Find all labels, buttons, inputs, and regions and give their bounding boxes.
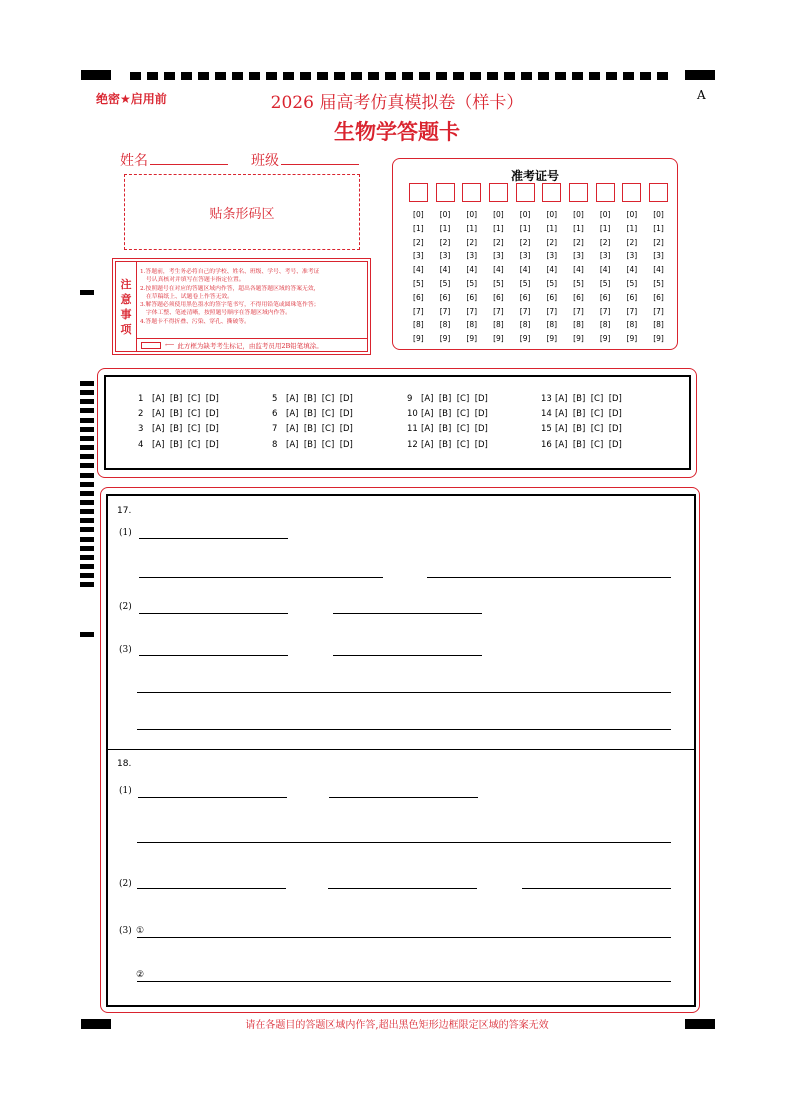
side-timing-mark <box>80 582 94 587</box>
exam-title: 2026 届高考仿真模拟卷（样卡） <box>270 93 524 113</box>
side-timing-mark <box>80 509 94 514</box>
admission-digit-bubble[interactable]: [4] <box>546 265 558 275</box>
q17-part3-blank[interactable] <box>137 692 671 693</box>
mc-options[interactable]: [A] [B] [C] [D] <box>152 409 219 419</box>
mc-question-number: 11 <box>407 424 418 434</box>
admission-digit-bubble[interactable]: [4] <box>519 265 531 275</box>
q18-part3-sub2-blank[interactable] <box>137 981 671 982</box>
mc-question[interactable] <box>138 394 219 404</box>
absence-mark-box[interactable] <box>141 342 161 349</box>
admission-digit-bubble[interactable]: [2] <box>466 237 478 247</box>
admission-digit-bubble[interactable]: [6] <box>413 292 424 302</box>
admission-digit-bubble[interactable]: [9] <box>466 334 478 344</box>
admission-digit-bubble[interactable]: [1] <box>653 223 664 233</box>
admission-digit-bubble[interactable]: [4] <box>653 265 664 275</box>
admission-digit-bubble[interactable]: [2] <box>439 237 451 247</box>
admission-digit-bubble[interactable]: [7] <box>466 306 478 316</box>
side-timing-mark <box>80 390 94 395</box>
admission-digit-bubble[interactable]: [3] <box>653 251 664 261</box>
side-timing-mark <box>80 445 94 450</box>
admission-digit-box[interactable] <box>489 183 508 202</box>
admission-digit-bubble[interactable]: [8] <box>413 320 424 330</box>
mc-question[interactable] <box>138 440 219 450</box>
mc-question[interactable] <box>407 424 488 434</box>
mc-question-number: 4 <box>138 440 144 450</box>
question-divider <box>107 749 695 750</box>
admission-digit-bubble[interactable]: [2] <box>519 237 531 247</box>
mc-question-number: 1 <box>138 394 144 404</box>
side-timing-mark <box>80 564 94 569</box>
admission-digit-bubble[interactable]: [5] <box>413 278 424 288</box>
admission-digit-bubble[interactable]: [0] <box>626 210 638 219</box>
admission-digit-bubble[interactable]: [9] <box>519 334 531 344</box>
admission-digit-bubble[interactable]: [4] <box>466 265 478 275</box>
admission-digit-bubble[interactable]: [1] <box>413 223 424 233</box>
admission-digit-bubble[interactable]: [4] <box>626 265 638 275</box>
mc-question-number: 15 <box>541 424 552 434</box>
admission-digit-bubble[interactable]: [8] <box>546 320 558 330</box>
q17-part1-blank[interactable] <box>427 577 671 578</box>
admission-digit-bubble[interactable]: [5] <box>599 278 611 288</box>
admission-number-columns <box>405 183 672 346</box>
q18-part3-sub1-label: ① <box>136 926 145 936</box>
mc-options[interactable]: [A] [B] [C] [D] <box>286 440 353 450</box>
class-label: 班级 <box>251 153 279 169</box>
side-timing-mark <box>80 546 94 551</box>
admission-digit-bubble[interactable]: [3] <box>626 251 638 261</box>
admission-digit-bubble[interactable]: [0] <box>573 210 584 219</box>
admission-digit-column <box>458 183 485 346</box>
q18-part1-blank[interactable] <box>138 797 287 798</box>
q17-part3-blank[interactable] <box>137 729 671 730</box>
admission-digit-box[interactable] <box>569 183 588 202</box>
mc-question-number: 6 <box>272 409 278 419</box>
side-timing-mark <box>80 518 94 523</box>
admission-digit-bubble[interactable]: [6] <box>466 292 478 302</box>
admission-digit-bubble[interactable]: [9] <box>546 334 558 344</box>
admission-digit-bubble[interactable]: [9] <box>653 334 664 344</box>
admission-digit-bubble[interactable]: [5] <box>493 278 504 288</box>
admission-digit-bubble[interactable]: [2] <box>413 237 424 247</box>
mc-question-number: 14 <box>541 409 552 419</box>
notes-text: 1.答题前，考生务必将自己的学校、姓名、班级、学号、考号、准考证 号认真核对并填写在答题卡指定位置。 2.按照题号在对应的答题区域内作答，超出各题答题区域的答案无效， 在草稿纸上、试题卷上作答无效。 3.解答题必须使用黑色墨水的签字笔书写，不得用铅笔或圆珠笔作答； 字体工整、笔迹清晰，按照题号顺序在答题区域内作答。 4.答题卡不得折叠、污染、穿孔、撕破等。 <box>140 269 320 325</box>
q17-part1-label: (1) <box>119 528 132 538</box>
arrow-left-icon: ⟵ <box>165 341 175 349</box>
q18-part3-label: (3) <box>119 926 132 936</box>
mc-question[interactable] <box>541 440 622 450</box>
admission-digit-bubble[interactable]: [3] <box>519 251 531 261</box>
admission-digit-bubble[interactable]: [8] <box>599 320 611 330</box>
admission-digit-bubble[interactable]: [8] <box>466 320 478 330</box>
admission-digit-bubble[interactable]: [9] <box>573 334 584 344</box>
admission-digit-box[interactable] <box>436 183 455 202</box>
q18-part2-blank[interactable] <box>522 888 671 889</box>
admission-digit-bubble[interactable]: [4] <box>439 265 451 275</box>
admission-digit-bubble[interactable]: [6] <box>546 292 558 302</box>
top-left-anchor-mark <box>81 70 111 80</box>
q18-part2-blank[interactable] <box>137 888 286 889</box>
multiple-choice-frame <box>104 375 691 470</box>
admission-digit-bubble[interactable]: [3] <box>599 251 611 261</box>
q18-part1-blank[interactable] <box>137 842 671 843</box>
admission-digit-bubble[interactable]: [8] <box>626 320 638 330</box>
admission-digit-column <box>619 183 646 346</box>
q18-part2-blank[interactable] <box>328 888 477 889</box>
admission-digit-bubble[interactable]: [8] <box>519 320 531 330</box>
admission-digit-bubble[interactable]: [6] <box>439 292 451 302</box>
mc-options[interactable]: [A] [B] [C] [D] <box>555 409 622 419</box>
admission-digit-bubble[interactable]: [5] <box>573 278 584 288</box>
admission-digit-bubble[interactable]: [1] <box>573 223 584 233</box>
mc-question[interactable] <box>541 409 622 419</box>
q17-part1-blank[interactable] <box>139 538 288 539</box>
mc-question[interactable] <box>272 409 353 419</box>
side-mark <box>80 632 94 637</box>
admission-digit-bubble[interactable]: [6] <box>573 292 584 302</box>
mc-options[interactable]: [A] [B] [C] [D] <box>555 424 622 434</box>
admission-digit-bubble[interactable]: [7] <box>413 306 424 316</box>
admission-digit-bubble[interactable]: [2] <box>573 237 584 247</box>
admission-digit-bubble[interactable]: [5] <box>466 278 478 288</box>
admission-digit-box[interactable] <box>542 183 561 202</box>
mc-options[interactable]: [A] [B] [C] [D] <box>152 394 219 404</box>
admission-digit-bubble[interactable]: [9] <box>413 334 424 344</box>
admission-digit-bubble[interactable]: [1] <box>519 223 531 233</box>
notes-box <box>112 258 371 355</box>
q18-part1-blank[interactable] <box>329 797 478 798</box>
admission-digit-bubble[interactable]: [8] <box>573 320 584 330</box>
q18-part3-sub1-blank[interactable] <box>137 937 671 938</box>
mc-options[interactable]: [A] [B] [C] [D] <box>286 424 353 434</box>
side-timing-mark <box>80 427 94 432</box>
side-timing-mark <box>80 418 94 423</box>
version-label: A <box>697 88 706 102</box>
admission-digit-bubble[interactable]: [0] <box>439 210 451 219</box>
admission-digit-bubble[interactable]: [8] <box>493 320 504 330</box>
mc-question-number: 13 <box>541 394 552 404</box>
mc-question-number: 9 <box>407 394 413 404</box>
admission-digit-bubble[interactable]: [6] <box>599 292 611 302</box>
mc-question-number: 8 <box>272 440 278 450</box>
admission-digit-bubble[interactable]: [6] <box>493 292 504 302</box>
mc-question[interactable] <box>407 394 488 404</box>
mc-question-number: 12 <box>407 440 418 450</box>
admission-digit-bubble[interactable]: [7] <box>573 306 584 316</box>
q18-part3-sub2-label: ② <box>136 970 145 980</box>
admission-digit-bubble[interactable]: [0] <box>546 210 558 219</box>
admission-digit-bubble[interactable]: [1] <box>546 223 558 233</box>
answer-sheet-title: 生物学答题卡 <box>334 120 460 144</box>
side-timing-mark <box>80 399 94 404</box>
absence-mark-row <box>137 338 367 351</box>
q17-part1-blank[interactable] <box>139 577 383 578</box>
admission-digit-column <box>432 183 459 346</box>
admission-digit-bubble[interactable]: [3] <box>573 251 584 261</box>
admission-digit-bubble[interactable]: [8] <box>653 320 664 330</box>
admission-digit-bubble[interactable]: [0] <box>493 210 504 219</box>
admission-digit-column <box>405 183 432 346</box>
admission-digit-bubble[interactable]: [4] <box>413 265 424 275</box>
admission-digit-bubble[interactable]: [6] <box>626 292 638 302</box>
q17-part2-blank[interactable] <box>139 613 288 614</box>
mc-options[interactable]: [A] [B] [C] [D] <box>555 440 622 450</box>
admission-digit-column <box>485 183 512 346</box>
side-mark <box>80 290 94 295</box>
admission-digit-bubble[interactable]: [5] <box>519 278 531 288</box>
admission-digit-bubble[interactable]: [3] <box>546 251 558 261</box>
admission-digit-box[interactable] <box>409 183 428 202</box>
admission-digit-bubble[interactable]: [7] <box>653 306 664 316</box>
question-17-number: 17. <box>117 506 132 516</box>
notes-heading: 注 意 事 项 <box>116 262 137 351</box>
mc-options[interactable]: [A] [B] [C] [D] <box>555 394 622 404</box>
mc-question[interactable] <box>272 440 353 450</box>
mc-question-number: 10 <box>407 409 418 419</box>
mc-question-number: 3 <box>138 424 144 434</box>
mc-question[interactable] <box>272 424 353 434</box>
name-label: 姓名 <box>120 153 148 169</box>
side-timing-mark <box>80 491 94 496</box>
admission-digit-bubble[interactable]: [8] <box>439 320 451 330</box>
admission-digit-bubble[interactable]: [7] <box>546 306 558 316</box>
admission-digit-box[interactable] <box>649 183 668 202</box>
q18-part2-label: (2) <box>119 879 132 889</box>
class-field[interactable] <box>281 164 359 165</box>
admission-digit-bubble[interactable]: [0] <box>653 210 664 219</box>
side-timing-mark <box>80 573 94 578</box>
q17-part2-blank[interactable] <box>333 613 482 614</box>
admission-digit-bubble[interactable]: [5] <box>626 278 638 288</box>
mc-question[interactable] <box>138 424 219 434</box>
side-timing-mark <box>80 500 94 505</box>
admission-digit-bubble[interactable]: [5] <box>439 278 451 288</box>
admission-digit-box[interactable] <box>622 183 641 202</box>
admission-digit-bubble[interactable]: [4] <box>493 265 504 275</box>
q17-part3-blank[interactable] <box>139 655 288 656</box>
mc-options[interactable]: [A] [B] [C] [D] <box>421 394 488 404</box>
admission-digit-column <box>538 183 565 346</box>
mc-options[interactable]: [A] [B] [C] [D] <box>286 394 353 404</box>
admission-digit-bubble[interactable]: [3] <box>493 251 504 261</box>
admission-digit-bubble[interactable]: [0] <box>466 210 478 219</box>
admission-digit-bubble[interactable]: [0] <box>519 210 531 219</box>
side-timing-mark <box>80 436 94 441</box>
mc-question-number: 2 <box>138 409 144 419</box>
mc-options[interactable]: [A] [B] [C] [D] <box>152 424 219 434</box>
mc-question-number: 7 <box>272 424 278 434</box>
admission-digit-bubble[interactable]: [9] <box>599 334 611 344</box>
mc-question[interactable] <box>138 409 219 419</box>
admission-digit-bubble[interactable]: [5] <box>653 278 664 288</box>
admission-number-title: 准考证号 <box>510 169 559 183</box>
admission-digit-bubble[interactable]: [4] <box>599 265 611 275</box>
admission-digit-bubble[interactable]: [7] <box>626 306 638 316</box>
question-18-number: 18. <box>117 759 132 769</box>
admission-digit-bubble[interactable]: [2] <box>653 237 664 247</box>
admission-digit-column <box>512 183 539 346</box>
q17-part3-blank[interactable] <box>333 655 482 656</box>
mc-options[interactable]: [A] [B] [C] [D] <box>286 409 353 419</box>
side-timing-mark <box>80 473 94 478</box>
side-timing-mark <box>80 527 94 532</box>
mc-options[interactable]: [A] [B] [C] [D] <box>421 409 488 419</box>
mc-question[interactable] <box>272 394 353 404</box>
barcode-area <box>124 174 360 250</box>
top-right-anchor-mark <box>685 70 715 80</box>
secret-label: 绝密★启用前 <box>96 92 167 106</box>
admission-digit-column <box>592 183 619 346</box>
absence-mark-note: 此方框为缺考考生标记，由监考员用2B铅笔填涂。 <box>177 341 323 350</box>
admission-digit-bubble[interactable]: [1] <box>626 223 638 233</box>
admission-digit-bubble[interactable]: [3] <box>439 251 451 261</box>
admission-digit-bubble[interactable]: [7] <box>439 306 451 316</box>
side-timing-mark <box>80 463 94 468</box>
admission-digit-bubble[interactable]: [3] <box>413 251 424 261</box>
admission-digit-bubble[interactable]: [6] <box>519 292 531 302</box>
side-timing-mark <box>80 454 94 459</box>
barcode-label: 贴条形码区 <box>209 206 275 222</box>
side-timing-mark <box>80 381 94 386</box>
admission-digit-bubble[interactable]: [1] <box>493 223 504 233</box>
mc-options[interactable]: [A] [B] [C] [D] <box>421 440 488 450</box>
admission-digit-bubble[interactable]: [3] <box>466 251 478 261</box>
written-answer-frame <box>106 494 696 1007</box>
mc-options[interactable]: [A] [B] [C] [D] <box>152 440 219 450</box>
admission-digit-bubble[interactable]: [7] <box>599 306 611 316</box>
admission-digit-bubble[interactable]: [1] <box>466 223 478 233</box>
admission-digit-bubble[interactable]: [7] <box>493 306 504 316</box>
mc-question[interactable] <box>541 394 622 404</box>
q17-part3-label: (3) <box>119 645 132 655</box>
mc-question[interactable] <box>541 424 622 434</box>
admission-digit-bubble[interactable]: [1] <box>599 223 611 233</box>
q18-part1-label: (1) <box>119 786 132 796</box>
mc-question-number: 5 <box>272 394 278 404</box>
side-timing-mark <box>80 555 94 560</box>
admission-digit-bubble[interactable]: [9] <box>493 334 504 344</box>
top-timing-marks <box>130 72 670 80</box>
admission-digit-bubble[interactable]: [1] <box>439 223 451 233</box>
admission-digit-bubble[interactable]: [9] <box>626 334 638 344</box>
mc-question[interactable] <box>407 409 488 419</box>
admission-digit-box[interactable] <box>596 183 615 202</box>
footer-instruction: 请在各题目的答题区域内作答,超出黑色矩形边框限定区域的答案无效 <box>245 1020 549 1031</box>
admission-digit-bubble[interactable]: [9] <box>439 334 451 344</box>
mc-question[interactable] <box>407 440 488 450</box>
admission-digit-bubble[interactable]: [6] <box>653 292 664 302</box>
side-timing-mark <box>80 482 94 487</box>
admission-digit-bubble[interactable]: [5] <box>546 278 558 288</box>
name-field[interactable] <box>150 164 228 165</box>
admission-digit-bubble[interactable]: [0] <box>413 210 424 219</box>
admission-digit-column <box>645 183 672 346</box>
side-timing-mark <box>80 537 94 542</box>
q17-part2-label: (2) <box>119 602 132 612</box>
admission-digit-box[interactable] <box>462 183 481 202</box>
side-timing-mark <box>80 408 94 413</box>
admission-digit-bubble[interactable]: [7] <box>519 306 531 316</box>
admission-digit-bubble[interactable]: [2] <box>546 237 558 247</box>
admission-digit-bubble[interactable]: [2] <box>493 237 504 247</box>
admission-digit-column <box>565 183 592 346</box>
admission-digit-bubble[interactable]: [2] <box>626 237 638 247</box>
admission-digit-box[interactable] <box>516 183 535 202</box>
admission-digit-bubble[interactable]: [2] <box>599 237 611 247</box>
mc-options[interactable]: [A] [B] [C] [D] <box>421 424 488 434</box>
mc-question-number: 16 <box>541 440 552 450</box>
admission-digit-bubble[interactable]: [4] <box>573 265 584 275</box>
admission-digit-bubble[interactable]: [0] <box>599 210 611 219</box>
admission-number-box <box>392 158 678 350</box>
